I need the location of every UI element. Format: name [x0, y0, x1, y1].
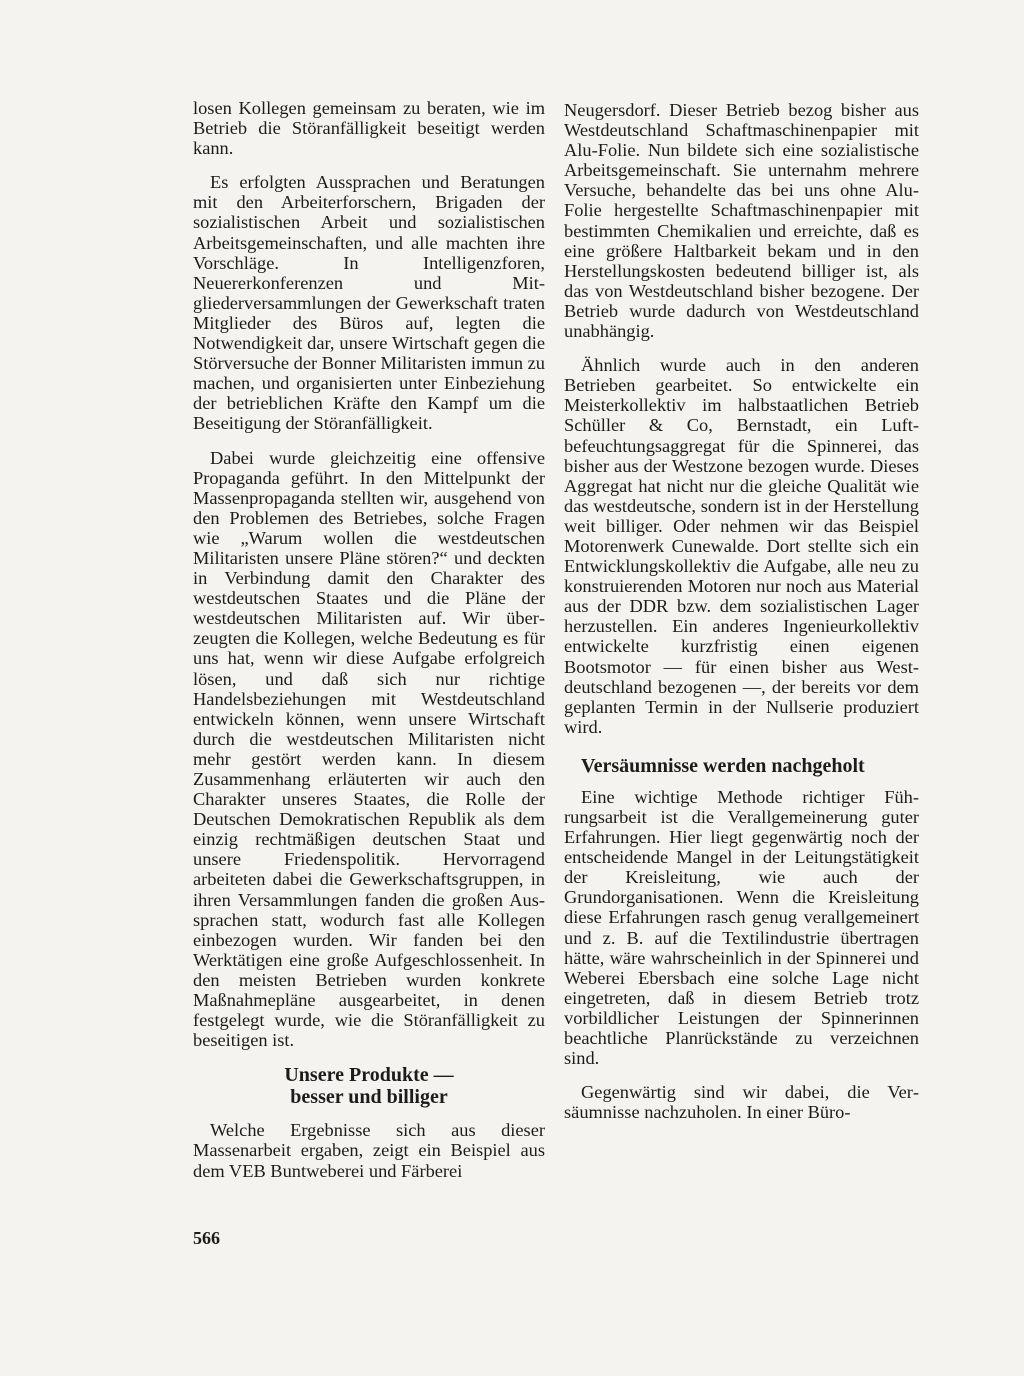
section-heading	[193, 1064, 545, 1108]
page-number: 566	[193, 1228, 220, 1248]
paragraph: losen Kollegen gemeinsam zu beraten, wie im Betrieb die Störanfälligkeit beseitigt werden kann.	[193, 98, 545, 159]
paragraph: Gegenwärtig sind wir dabei, die Versäumnisse nachzuholen. In einer Büro-	[564, 1082, 919, 1123]
paragraph: Neugersdorf. Dieser Betrieb bezog bisher aus Westdeutschland Schaftmaschinenpapier mit Alu-Folie. Nun bildete sich eine sozialistische Arbeitsgemeinschaft. Sie unternahm mehrere Versuche, behandelte das bei uns ohne Alu-Folie hergestellte Schaftmaschinenpapier mit bestimmten Chemikalien und erreichte, daß es eine größere Haltbarkeit bekam und in den Herstellungskosten bedeutend billiger ist, als das von Westdeutschland bisher bezogene. Der Betrieb wurde dadurch von Westdeutschland unabhängig.	[564, 100, 919, 342]
paragraph: Es erfolgten Aussprachen und Beratungen mit den Arbeiterforschern, Brigaden der sozialistischen Arbeit und sozialistischen Arbeitsgemeinschaften, und alle machten ihre Vorschläge. In Intelligenzforen, Neuererkonferenzen und Mitgliederversammlungen der Gewerkschaft traten Mitglieder des Büros auf, legten die Notwendigkeit dar, unsere Wirtschaft gegen die Störversuche der Bonner Militaristen immun zu machen, und organisierten unter Einbeziehung der betrieblichen Kräfte den Kampf um die Beseitigung der Störanfälligkeit.	[193, 172, 545, 434]
paragraph: Welche Ergebnisse sich aus dieser Massenarbeit ergaben, zeigt ein Beispiel aus dem VEB Buntweberei und Färberei	[193, 1120, 545, 1181]
section-heading: Versäumnisse werden nachgeholt	[581, 754, 865, 777]
paragraph: Dabei wurde gleichzeitig eine offensive Propaganda geführt. In den Mittelpunkt der Massenpropaganda stellten wir, ausgehend von den Problemen des Betriebes, solche Fragen wie „Warum wollen die westdeutschen Militaristen unsere Pläne stören?“ und deckten in Verbindung damit den Charakter des westdeutschen Staates und die Pläne der westdeutschen Militaristen auf. Wir überzeugten die Kollegen, welche Bedeutung es für uns hat, wenn wir diese Aufgabe erfolgreich lösen, und daß sich nur richtige Handelsbeziehungen mit Westdeutschland entwickeln können, wenn unsere Wirtschaft durch die westdeutschen Militaristen nicht mehr gestört werden kann. In diesem Zusammenhang erläuterten wir auch den Charakter unseres Staates, die Rolle der Deutschen Demokratischen Republik als dem einzig rechtmäßigen deutschen Staat und unsere Friedenspolitik. Hervorragend arbeiteten dabei die Gewerkschaftsgruppen, in ihren Versammlungen fanden die großen Aussprachen statt, wodurch fast alle Kollegen einbezogen wurden. Wir fanden bei den Werktätigen eine große Aufgeschlossenheit. In den meisten Betrieben wurden konkrete Maßnahmepläne ausgearbeitet, in denen festgelegt wurde, wie die Störanfälligkeit zu beseitigen ist.	[193, 447, 545, 1051]
left-column	[193, 98, 545, 1195]
paragraph: Eine wichtige Methode richtiger Führungsarbeit ist die Verallgemeinerung guter Erfahrungen. Hier liegt gegenwärtig noch der entscheidende Mangel in der Leitungstätigkeit der Kreisleitung, wie auch der Grundorganisationen. Wenn die Kreisleitung diese Erfahrungen rasch genug verallgemeinert und z. B. auf die Textilindustrie übertragen hätte, wäre wahrscheinlich in der Spinnerei und Weberei Ebersbach eine solche Lage nicht eingetreten, daß in diesem Betrieb trotz vorbildlicher Leistungen der Spinnerinnen beachtliche Planrückstände zu verzeichnen sind.	[564, 786, 919, 1069]
section-heading-line-2: besser und billiger	[290, 1086, 448, 1109]
paragraph: Ähnlich wurde auch in den anderen Betrieben gearbeitet. So entwickelte ein Meisterkollektiv im halbstaatlichen Betrieb Schüller & Co, Bernstadt, ein Luftbefeuchtungsaggregat für die Spinnerei, das bisher aus der Westzone bezogen wurde. Dieses Aggregat hat nicht nur die gleiche Qualität wie das westdeutsche, sondern ist in der Herstellung weit billiger. Oder nehmen wir das Beispiel Motorenwerk Cunewalde. Dort stellte sich ein Entwicklungskollektiv die Aufgabe, alle neu zu konstruierenden Motoren nur noch aus Material aus der DDR bzw. dem sozialistischen Lager herzustellen. Ein anderes Ingenieurkollektiv entwickelte kurzfristig einen eigenen Bootsmotor — für einen bisher aus Westdeutschland bezogenen —, der bereits vor dem geplanten Termin in der Nullserie produziert wird.	[564, 355, 919, 737]
right-column	[564, 100, 919, 1136]
section-heading-line-1: Unsere Produkte —	[284, 1064, 454, 1087]
